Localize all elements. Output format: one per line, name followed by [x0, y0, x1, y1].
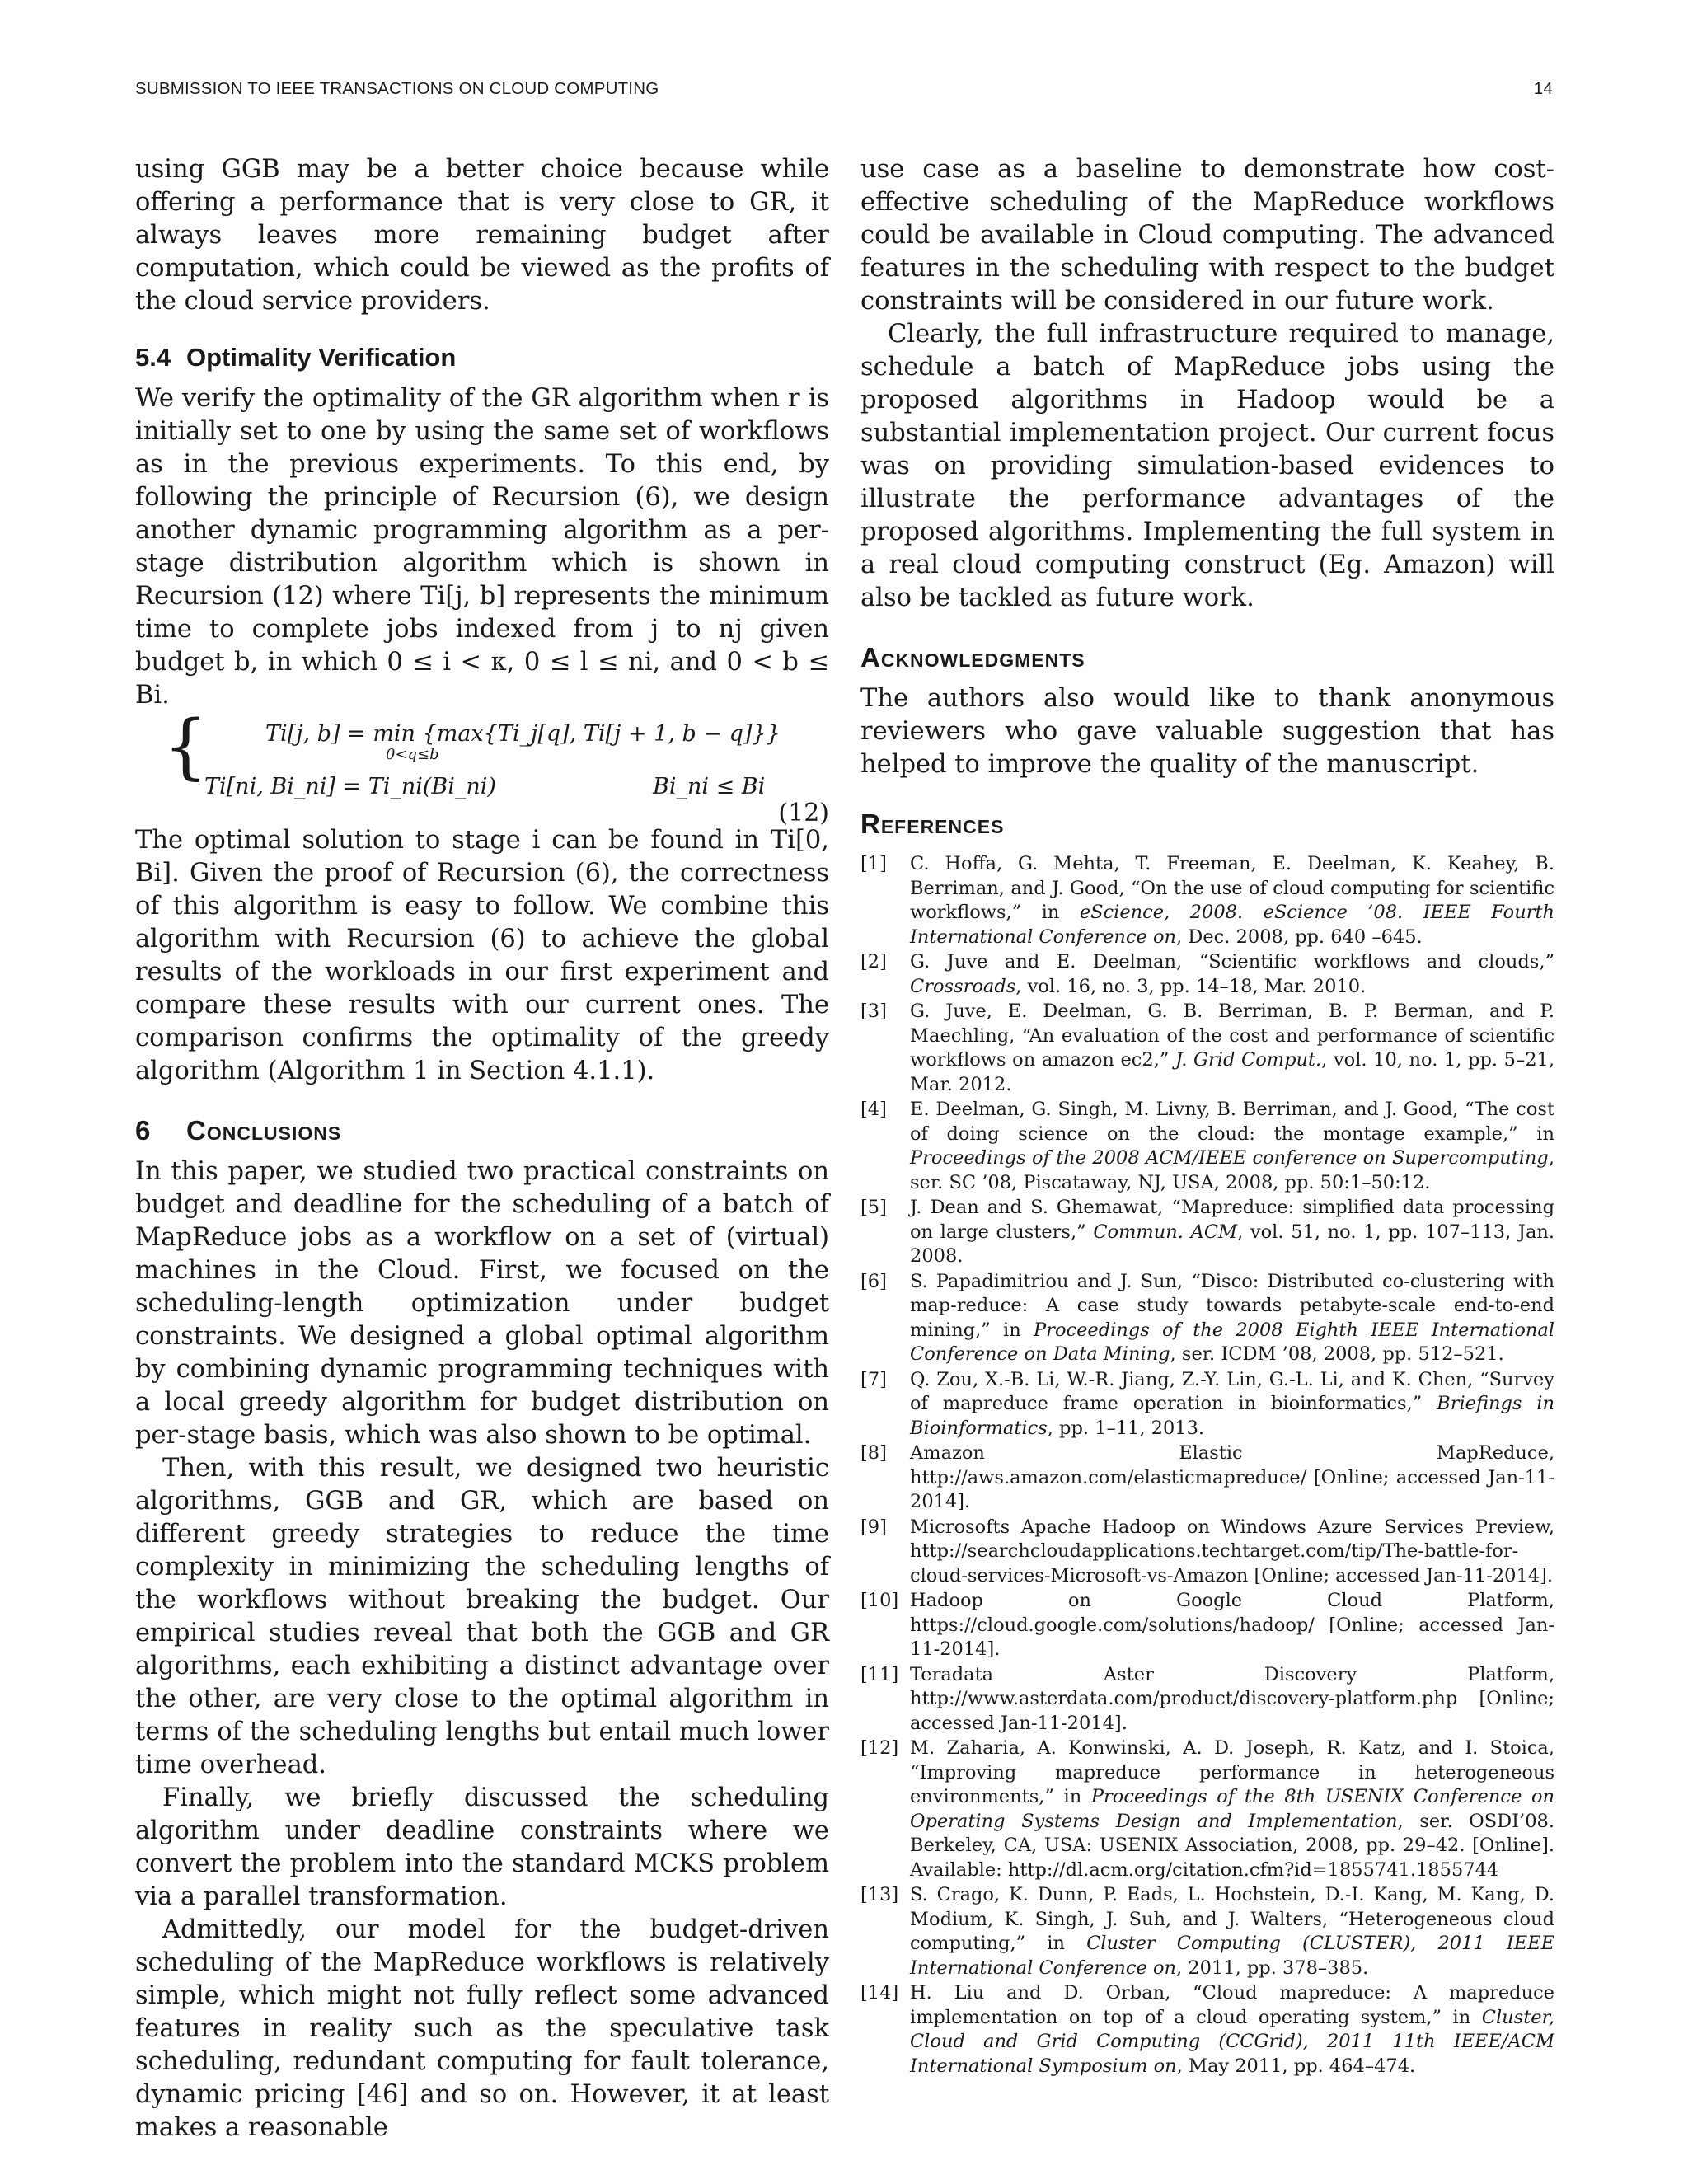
reference-details: , 2011, pp. 378–385. — [1176, 1957, 1369, 1979]
reference-details: , ser. OSDI’08. Berkeley, CA, USA: USENIX Association, 2008, pp. 29–42. [Online]. Available: http://dl.acm.org/citation.cfm?id=1855741.1855744 — [910, 1810, 1555, 1881]
reference-item — [860, 1368, 1554, 1441]
reference-item — [860, 1883, 1554, 1980]
reference-item — [860, 1981, 1554, 2079]
reference-item — [860, 1098, 1554, 1195]
reference-number: [12] — [860, 1737, 899, 1759]
reference-venue: Cluster Computing (CLUSTER), 2011 IEEE International Conference on — [910, 1933, 1555, 1979]
paragraph-intro: using GGB may be a better choice because while offering a performance that is very close to GR, it always leaves more remaining budget after computation, which could be viewed as the profits of the cloud service providers. — [135, 155, 829, 316]
reference-item — [860, 1196, 1554, 1269]
reference-text: C. Hoffa, G. Mehta, T. Freeman, E. Deelman, K. Keahey, B. Berriman, and J. Good, “On the use of cloud computing for scientific workflows,” in — [910, 853, 1554, 923]
reference-item — [860, 1736, 1554, 1882]
reference-details: , vol. 10, no. 1, pp. 5–21, Mar. 2012. — [910, 1049, 1554, 1095]
reference-number: [2] — [860, 951, 887, 972]
references-heading — [860, 808, 1554, 841]
reference-text: Q. Zou, X.-B. Li, W.-R. Jiang, Z.-Y. Lin, G.-L. Li, and K. Chen, “Survey of mapreduce frame operation in bioinformatics,” — [910, 1368, 1554, 1414]
reference-number: [14] — [860, 1982, 899, 2004]
reference-item — [860, 1516, 1554, 1589]
paragraph-acknowledgments: The authors also would like to thank anonymous reviewers who gave valuable suggestion that has helped to improve the quality of the manuscript. — [860, 684, 1554, 779]
acknowledgments-heading — [860, 641, 1554, 674]
reference-venue: Briefings in Bioinformatics — [910, 1393, 1554, 1439]
reference-details: , ser. SC ’08, Piscataway, NJ, USA, 2008, pp. 50:1–50:12. — [910, 1147, 1554, 1193]
section-6-heading — [135, 1114, 829, 1147]
reference-text: S. Papadimitriou and J. Sun, “Disco: Distributed co-clustering with map-reduce: A case study towards petabyte-scale end-to-end mining,” in — [910, 1270, 1554, 1341]
section-number: 5.4 — [135, 343, 171, 372]
reference-text: J. Dean and S. Ghemawat, “Mapreduce: simplified data processing on large clusters,” — [910, 1197, 1554, 1243]
equation-number: (12) — [778, 799, 829, 827]
reference-text: G. Juve and E. Deelman, “Scientific workflows and clouds,” — [910, 951, 1554, 972]
reference-venue: Proceedings of the 2008 Eighth IEEE International Conference on Data Mining — [910, 1319, 1554, 1365]
reference-text: H. Liu and D. Orban, “Cloud mapreduce: A mapreduce implementation on top of a cloud operating system,” in — [910, 1982, 1554, 2028]
paragraph-optimal-solution: The optimal solution to stage i can be found in Ti[0, Bi]. Given the proof of Recursion (6), the correctness of this algorithm is easy to follow. We combine this algorithm with Recursion (6) to achieve the global results of the workloads in our first experiment and compare these results with our current ones. The comparison confirms the optimality of the greedy algorithm (Algorithm 1 in Section 4.1.1). — [135, 826, 829, 1085]
reference-number: [7] — [860, 1368, 887, 1390]
section-title: Optimality Verification — [186, 343, 457, 372]
reference-item — [860, 1270, 1554, 1367]
reference-venue: eScience, 2008. eScience ’08. IEEE Fourth International Conference on — [910, 902, 1554, 948]
paragraph-optimality: We verify the optimality of the GR algorithm when r is initially set to one by using the same set of workflows as in the previous experiments. To this end, by following the principle of Recursion (6), we design another dynamic programming algorithm as a per-stage distribution algorithm which is shown in Recursion (12) where Ti[j, b] represents the minimum time to complete jobs indexed from j to nj given budget b, in which 0 ≤ i < κ, 0 ≤ l ≤ ni, and 0 < b ≤ Bi. — [135, 384, 829, 710]
right-column — [860, 153, 1554, 2079]
left-column — [135, 153, 829, 2144]
reference-venue: Proceedings of the 8th USENIX Conference on Operating Systems Design and Implementation — [910, 1786, 1554, 1832]
reference-details: , pp. 1–11, 2013. — [1047, 1417, 1205, 1439]
page-number: 14 — [1533, 79, 1553, 98]
reference-number: [8] — [860, 1442, 887, 1464]
reference-venue: Proceedings of the 2008 ACM/IEEE conference on Supercomputing — [910, 1147, 1549, 1169]
reference-item — [860, 1663, 1554, 1736]
equation-12 — [135, 705, 829, 827]
equation-min-subscript: 0<q≤b — [386, 746, 439, 763]
reference-item — [860, 852, 1554, 949]
paragraph-continued: use case as a baseline to demonstrate how cost-effective scheduling of the MapReduce workflows could be available in Cloud computing. The advanced features in the scheduling with respect to the budget constraints will be considered in our future work. — [860, 155, 1554, 316]
reference-venue: J. Grid Comput. — [1175, 1049, 1322, 1071]
equation-line-1: Ti[j, b] = min {max{Ti_j[q], Ti[j + 1, b − q]}} — [265, 721, 781, 747]
paragraph-conclusions-1: In this paper, we studied two practical constraints on budget and deadline for the scheduling of a batch of MapReduce jobs as a workflow on a set of (virtual) machines in the Cloud. First, we focused on the scheduling-length optimization under budget constraints. We designed a global optimal algorithm by combining dynamic programming techniques with a local greedy algorithm for budget distribution on per-stage basis, which was also shown to be optimal. — [135, 1157, 829, 1450]
reference-item — [860, 950, 1554, 999]
reference-number: [3] — [860, 1001, 887, 1022]
reference-item — [860, 1589, 1554, 1662]
section-number: 6 — [135, 1115, 151, 1146]
reference-text: E. Deelman, G. Singh, M. Livny, B. Berriman, and J. Good, “The cost of doing science on the cloud: the montage example,” in — [910, 1099, 1554, 1145]
reference-list — [860, 852, 1554, 2079]
equation-line-2: Ti[ni, Bi_ni] = Ti_ni(Bi_ni) — [204, 774, 496, 799]
left-brace: { — [163, 705, 209, 788]
paragraph-clearly: Clearly, the full infrastructure required to manage, schedule a batch of MapReduce jobs using the proposed algorithms in Hadoop would be a substantial implementation project. Our current focus was on providing simulation-based evidences to illustrate the performance advantages of the proposed algorithms. Implementing the full system in a real cloud computing construct (Eg. Amazon) will also be tackled as future work. — [860, 320, 1554, 612]
reference-number: [6] — [860, 1270, 887, 1292]
reference-number: [5] — [860, 1197, 887, 1218]
paragraph-conclusions-4: Admittedly, our model for the budget-driven scheduling of the MapReduce workflows is relatively simple, which might not fully reflect some advanced features in reality such as the speculative task scheduling, redundant computing for fault tolerance, dynamic pricing [46] and so on. However, it at least makes a reasonable — [135, 1915, 829, 2142]
reference-text: Hadoop on Google Cloud Platform, https://cloud.google.com/solutions/hadoop/ [Online; accessed Jan-11-2014]. — [910, 1590, 1554, 1660]
reference-number: [10] — [860, 1590, 899, 1611]
reference-text: Amazon Elastic MapReduce, http://aws.amazon.com/elasticmapreduce/ [Online; accessed Jan-11-2014]. — [910, 1442, 1554, 1512]
reference-details: , vol. 16, no. 3, pp. 14–18, Mar. 2010. — [1015, 975, 1367, 997]
reference-number: [11] — [860, 1663, 899, 1685]
reference-details: , vol. 51, no. 1, pp. 107–113, Jan. 2008. — [910, 1221, 1554, 1267]
equation-condition: Bi_ni ≤ Bi — [653, 774, 766, 799]
reference-text: Microsofts Apache Hadoop on Windows Azure Services Preview, http://searchcloudapplications.techtarget.com/tip/The-battle-for-cloud-services-Microsoft-vs-Amazon [Online; accessed Jan-11-2014]. — [910, 1516, 1554, 1586]
reference-item — [860, 1441, 1554, 1515]
reference-text: S. Crago, K. Dunn, P. Eads, L. Hochstein, D.-I. Kang, M. Kang, D. Modium, K. Singh, J. Suh, and J. Walters, “Heterogeneous cloud computing,” in — [910, 1884, 1554, 1954]
reference-venue: Commun. ACM — [1093, 1221, 1238, 1243]
reference-number: [1] — [860, 853, 887, 874]
reference-details: , May 2011, pp. 464–474. — [1176, 2055, 1416, 2077]
reference-number: [9] — [860, 1516, 887, 1538]
reference-text: M. Zaharia, A. Konwinski, A. D. Joseph, R. Katz, and I. Stoica, “Improving mapreduce performance in heterogeneous environments,” in — [910, 1737, 1554, 1807]
reference-text: G. Juve, E. Deelman, G. B. Berriman, B. P. Berman, and P. Maechling, “An evaluation of the cost and performance of scientific workflows on amazon ec2,” — [910, 1001, 1554, 1071]
reference-number: [13] — [860, 1884, 899, 1905]
reference-details: , Dec. 2008, pp. 640 –645. — [1176, 926, 1423, 948]
paragraph-conclusions-3: Finally, we briefly discussed the scheduling algorithm under deadline constraints where we convert the problem into the standard MCKS problem via a parallel transformation. — [135, 1783, 829, 1911]
reference-number: [4] — [860, 1099, 887, 1120]
reference-text: Teradata Aster Discovery Platform, http://www.asterdata.com/product/discovery-platform.php [Online; accessed Jan-11-2014]. — [910, 1663, 1554, 1734]
section-5-4-heading — [135, 341, 829, 374]
journal-title: SUBMISSION TO IEEE TRANSACTIONS ON CLOUD COMPUTING — [135, 79, 659, 98]
section-title: References — [860, 808, 1005, 839]
paragraph-conclusions-2: Then, with this result, we designed two heuristic algorithms, GGB and GR, which are based on different greedy strategies to reduce the time complexity in minimizing the scheduling lengths of the workflows without breaking the budget. Our empirical studies reveal that both the GGB and GR algorithms, each exhibiting a distinct advantage over the other, are very close to the optimal algorithm in terms of the scheduling lengths but entail much lower time overhead. — [135, 1454, 829, 1779]
reference-details: , ser. ICDM ’08, 2008, pp. 512–521. — [1170, 1343, 1504, 1365]
running-header — [135, 79, 1553, 104]
reference-venue: Cluster, Cloud and Grid Computing (CCGrid), 2011 11th IEEE/ACM International Symposium on — [910, 2006, 1554, 2077]
reference-item — [860, 1000, 1554, 1097]
section-title: Acknowledgments — [860, 642, 1085, 673]
reference-venue: Crossroads — [910, 975, 1016, 997]
section-title: Conclusions — [186, 1115, 342, 1146]
